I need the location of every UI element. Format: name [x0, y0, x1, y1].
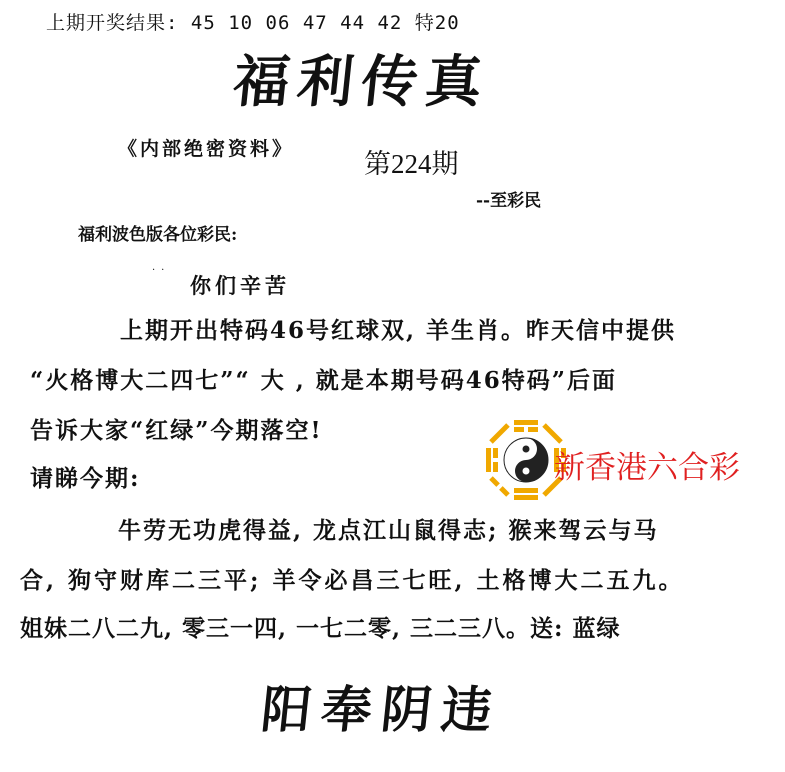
- paragraph-line: 告诉大家“红绿”今期落空!: [30, 417, 323, 444]
- signature: --至彩民: [476, 191, 542, 211]
- dots-mark: ..: [152, 262, 171, 273]
- paragraph-line: 上期开出特码46号红球双, 羊生肖。昨天信中提供: [120, 317, 677, 344]
- paragraph-line: 牛劳无功虎得益, 龙点江山鼠得志; 猴来驾云与马: [118, 517, 659, 544]
- paragraph-line: 合, 狗守财库二三平; 羊令必昌三七旺, 土格博大二五九。: [20, 567, 685, 594]
- paragraph-line: “火格博大二四七”“ 大 , 就是本期号码46特码”后面: [30, 367, 617, 394]
- watermark-logo: [484, 412, 774, 512]
- watermark-text: 新香港六合彩: [554, 450, 740, 486]
- page-title: 福利传真: [230, 49, 494, 115]
- paragraph-line: 姐妹二八二九, 零三一四, 一七二零, 三二三八。送: 蓝绿: [20, 615, 621, 642]
- greeting: 你们辛苦: [190, 273, 290, 298]
- subtitle: 《内部绝密资料》: [118, 138, 295, 160]
- paragraph-line: 请睇今期:: [30, 465, 141, 492]
- last-draw-result: 上期开奖结果: 45 10 06 47 44 42 特20: [46, 12, 460, 34]
- bottom-title: 阳奉阴违: [258, 680, 505, 739]
- issue-number: 第224期: [364, 149, 459, 179]
- salutation: 福利波色版各位彩民:: [78, 225, 238, 245]
